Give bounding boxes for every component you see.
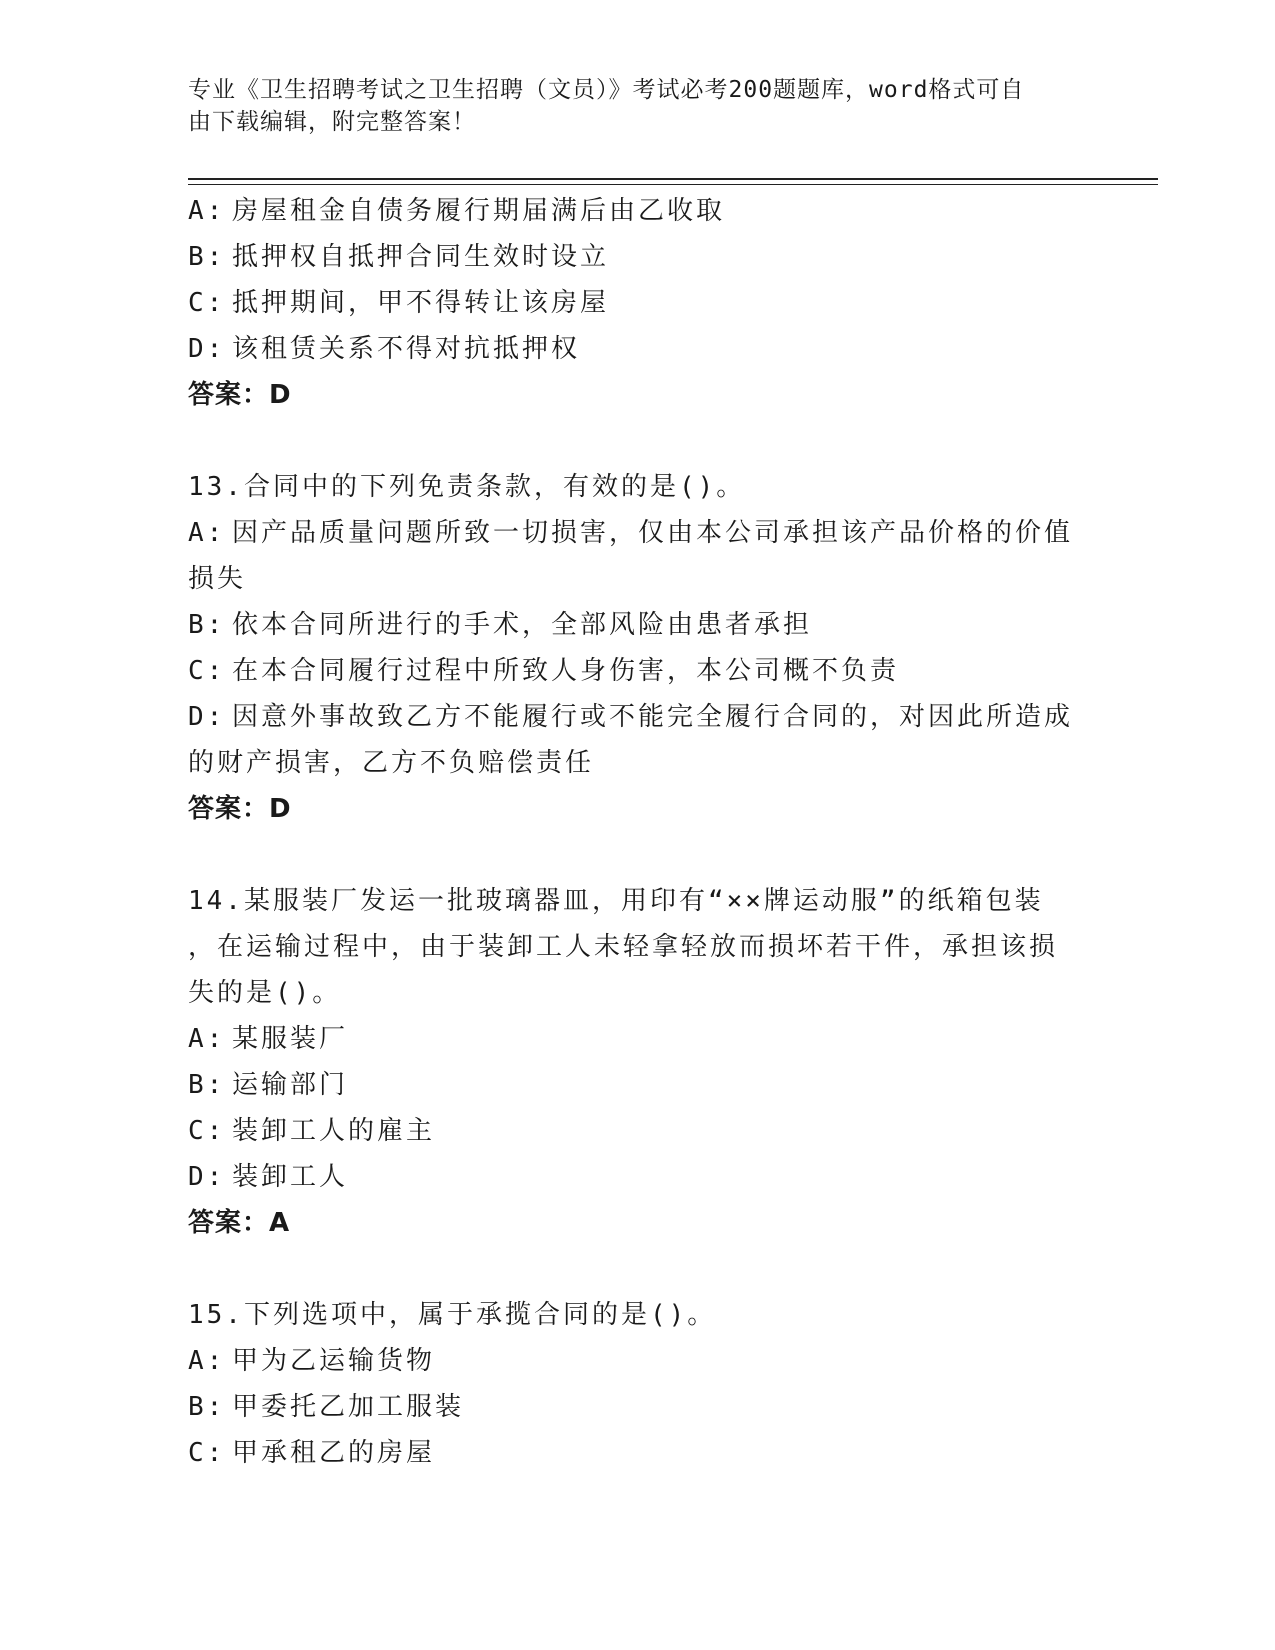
option-text: 装卸工人的雇主 bbox=[232, 1116, 436, 1146]
question-13 bbox=[188, 464, 1078, 832]
option-text: 抵押期间，甲不得转让该房屋 bbox=[232, 288, 610, 318]
spacer bbox=[188, 1246, 1078, 1292]
option-a bbox=[188, 188, 1078, 234]
option-label: B: bbox=[188, 610, 226, 640]
question-text-line-2: ，在运输过程中，由于装卸工人未轻拿轻放而损坏若干件，承担该损 bbox=[188, 932, 1059, 962]
option-text: 抵押权自抵押合同生效时设立 bbox=[232, 242, 610, 272]
option-c bbox=[188, 648, 1078, 694]
option-text: 甲委托乙加工服装 bbox=[232, 1392, 465, 1422]
question-12 bbox=[188, 188, 1078, 418]
option-text: 该租赁关系不得对抗抵押权 bbox=[232, 334, 581, 364]
answer: 答案：D bbox=[188, 794, 292, 824]
option-b bbox=[188, 234, 1078, 280]
option-b bbox=[188, 602, 1078, 648]
option-text: 房屋租金自债务履行期届满后由乙收取 bbox=[232, 196, 726, 226]
option-label: A: bbox=[188, 518, 226, 548]
option-d-continued: 的财产损害，乙方不负赔偿责任 bbox=[188, 748, 595, 778]
option-a bbox=[188, 1338, 1078, 1384]
question-text-line-3: 失的是()。 bbox=[188, 978, 342, 1008]
option-text: 在本合同履行过程中所致人身伤害，本公司概不负责 bbox=[232, 656, 900, 686]
option-label: A: bbox=[188, 1024, 226, 1054]
option-text: 依本合同所进行的手术，全部风险由患者承担 bbox=[232, 610, 813, 640]
question-text: 13.合同中的下列免责条款，有效的是()。 bbox=[188, 472, 746, 502]
option-text: 某服装厂 bbox=[232, 1024, 349, 1054]
header-line-1: 专业《卫生招聘考试之卫生招聘（文员）》考试必考200题题库，word格式可自 bbox=[188, 77, 1025, 103]
option-label: D: bbox=[188, 334, 226, 364]
option-label: B: bbox=[188, 1392, 226, 1422]
option-b bbox=[188, 1384, 1078, 1430]
header-line-2: 由下载编辑，附完整答案！ bbox=[188, 109, 476, 135]
option-text: 因产品质量问题所致一切损害，仅由本公司承担该产品价格的价值 bbox=[232, 518, 1074, 548]
option-label: C: bbox=[188, 288, 226, 318]
option-text: 因意外事故致乙方不能履行或不能完全履行合同的，对因此所造成 bbox=[232, 702, 1074, 732]
option-text: 甲为乙运输货物 bbox=[232, 1346, 436, 1376]
option-text: 装卸工人 bbox=[232, 1162, 349, 1192]
question-list bbox=[188, 188, 1078, 1476]
answer: 答案：D bbox=[188, 380, 292, 410]
option-a bbox=[188, 1016, 1078, 1062]
option-text: 甲承租乙的房屋 bbox=[232, 1438, 436, 1468]
answer: 答案：A bbox=[188, 1208, 291, 1238]
option-label: B: bbox=[188, 242, 226, 272]
option-d bbox=[188, 694, 1078, 740]
header-divider bbox=[188, 178, 1158, 185]
option-a-continued: 损失 bbox=[188, 564, 247, 594]
option-label: A: bbox=[188, 1346, 226, 1376]
option-d bbox=[188, 1154, 1078, 1200]
option-label: C: bbox=[188, 1116, 226, 1146]
option-label: D: bbox=[188, 1162, 226, 1192]
option-d bbox=[188, 326, 1078, 372]
document-header bbox=[188, 74, 1068, 138]
option-label: C: bbox=[188, 656, 226, 686]
option-label: A: bbox=[188, 196, 226, 226]
option-c bbox=[188, 280, 1078, 326]
question-14 bbox=[188, 878, 1078, 1246]
question-15 bbox=[188, 1292, 1078, 1476]
option-text: 运输部门 bbox=[232, 1070, 349, 1100]
question-text: 15.下列选项中，属于承揽合同的是()。 bbox=[188, 1300, 717, 1330]
option-label: C: bbox=[188, 1438, 226, 1468]
spacer bbox=[188, 832, 1078, 878]
option-a bbox=[188, 510, 1078, 556]
option-b bbox=[188, 1062, 1078, 1108]
option-label: B: bbox=[188, 1070, 226, 1100]
option-c bbox=[188, 1430, 1078, 1476]
spacer bbox=[188, 418, 1078, 464]
option-c bbox=[188, 1108, 1078, 1154]
option-label: D: bbox=[188, 702, 226, 732]
question-text-line-1: 14.某服装厂发运一批玻璃器皿，用印有“××牌运动服”的纸箱包装 bbox=[188, 886, 1044, 916]
